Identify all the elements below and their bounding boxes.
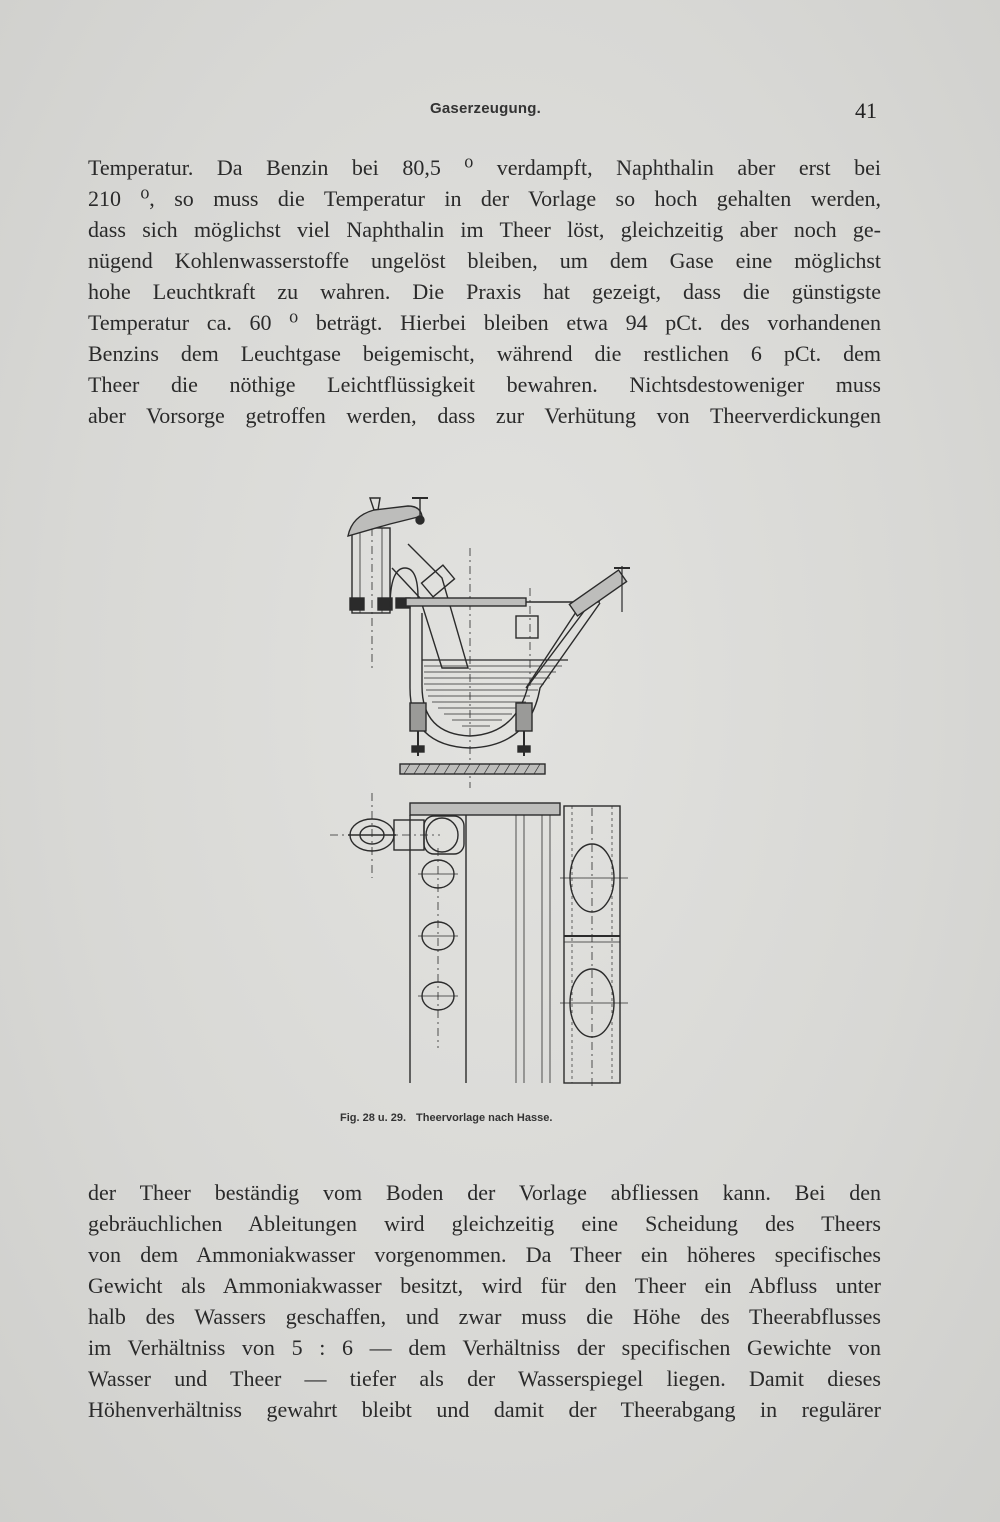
text-line: der Theer beständig vom Boden der Vorlage abfliessen kann. Bei den: [88, 1180, 881, 1205]
running-head: Gaserzeugung.: [430, 100, 541, 117]
plan-view: [330, 793, 628, 1088]
text-line: Theer die nöthige Leichtflüssigkeit bewahren. Nichtsdestoweniger muss: [88, 372, 881, 397]
text-line: nügend Kohlenwasserstoffe ungelöst bleiben, um dem Gase eine möglichst: [88, 248, 881, 273]
text-line: Benzins dem Leuchtgase beigemischt, während die restlichen 6 pCt. dem: [88, 341, 881, 366]
text-line: Höhenverhältniss gewahrt bleibt und damit der Theerabgang in regulärer: [88, 1397, 881, 1422]
tar-receiver-figure: [330, 488, 630, 1093]
section-view: [348, 498, 630, 788]
text-line: von dem Ammoniakwasser vorgenommen. Da Theer ein höheres specifisches: [88, 1242, 881, 1267]
paragraph-top: [88, 152, 881, 431]
text-line: dass sich möglichst viel Naphthalin im Theer löst, gleichzeitig aber noch ge-: [88, 217, 881, 242]
text-line: Wasser und Theer — tiefer als der Wasserspiegel liegen. Damit dieses: [88, 1366, 881, 1391]
text-line: Temperatur ca. 60 ⁰ beträgt. Hierbei bleiben etwa 94 pCt. des vorhandenen: [88, 310, 881, 335]
text-line: gebräuchlichen Ableitungen wird gleichzeitig eine Scheidung des Theers: [88, 1211, 881, 1236]
text-line: im Verhältniss von 5 : 6 — dem Verhältniss der specifischen Gewichte von: [88, 1335, 881, 1360]
figure-title: Theervorlage nach Hasse.: [416, 1112, 553, 1124]
text-line: halb des Wassers geschaffen, und zwar muss die Höhe des Theerabflusses: [88, 1304, 881, 1329]
figure-label: Fig. 28 u. 29.: [340, 1112, 407, 1124]
page-number: 41: [855, 98, 877, 123]
figure-caption: [340, 1112, 552, 1124]
text-line: hohe Leuchtkraft zu wahren. Die Praxis hat gezeigt, dass die günstigste: [88, 279, 881, 304]
text-line: 210 ⁰, so muss die Temperatur in der Vorlage so hoch gehalten werden,: [88, 186, 881, 211]
text-line: Gewicht als Ammoniakwasser besitzt, wird für den Theer ein Abfluss unter: [88, 1273, 881, 1298]
text-line: Temperatur. Da Benzin bei 80,5 ⁰ verdampft, Naphthalin aber erst bei: [88, 155, 881, 180]
paragraph-bottom: [88, 1177, 881, 1425]
text-line: aber Vorsorge getroffen werden, dass zur Verhütung von Theerverdickungen: [88, 403, 881, 428]
